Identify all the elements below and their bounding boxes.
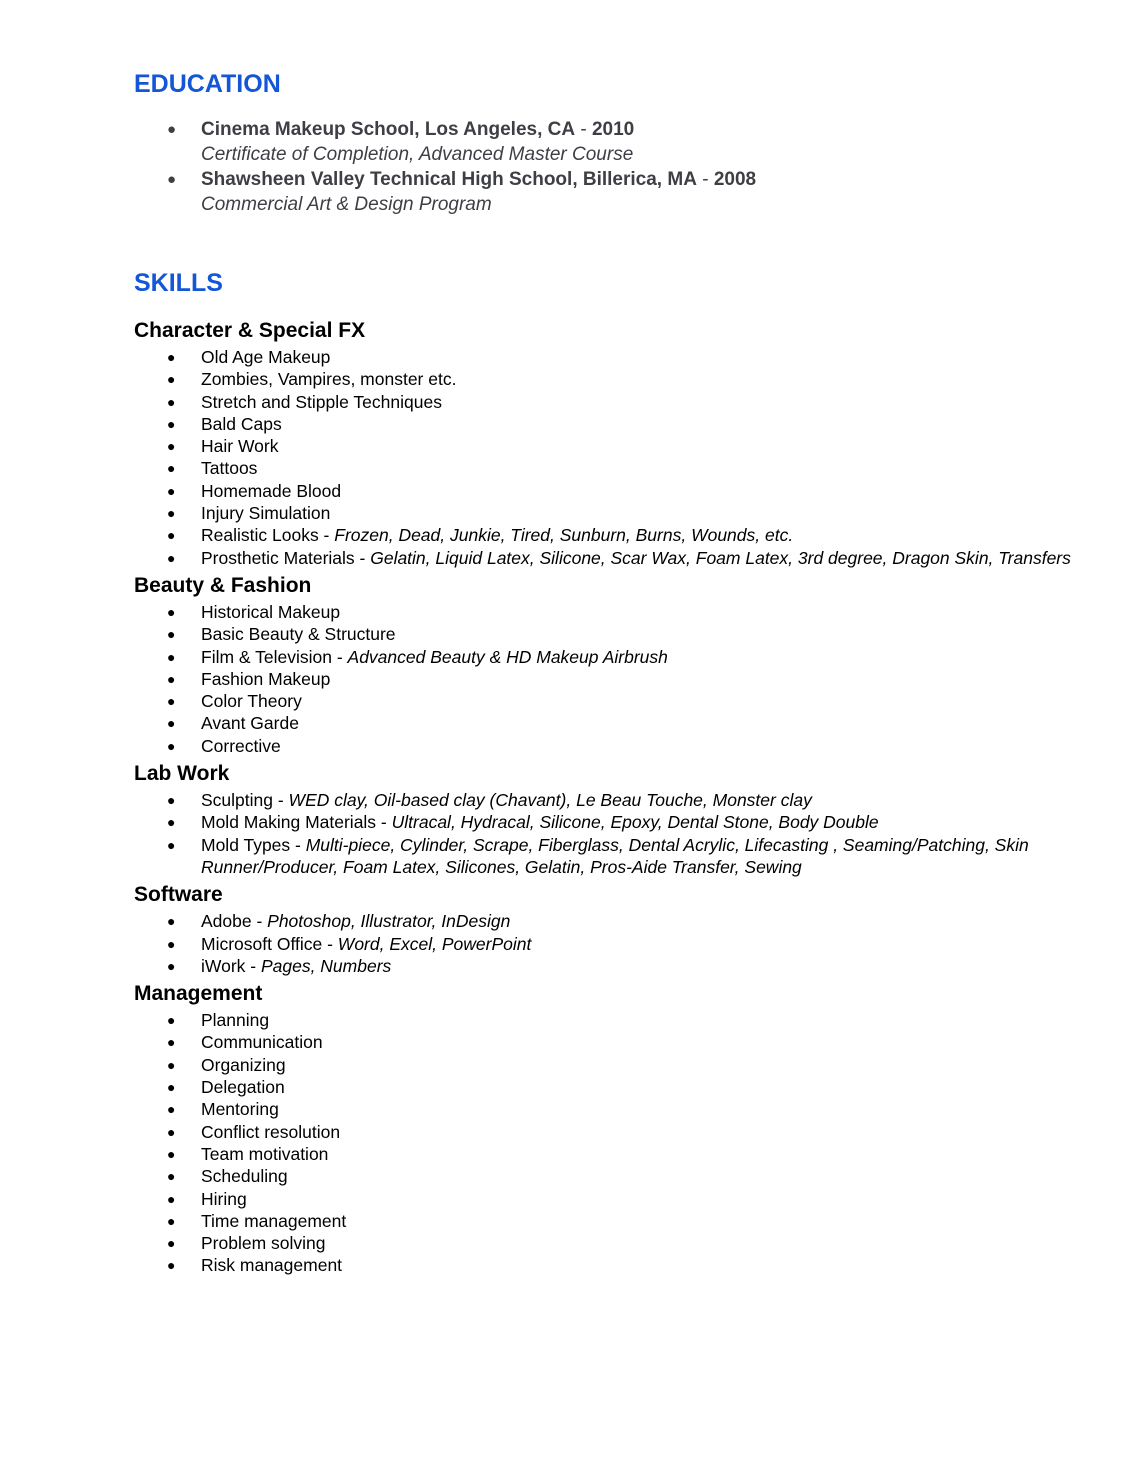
- skill-label: Team motivation: [201, 1143, 329, 1164]
- bullet-icon: ●: [167, 438, 176, 455]
- skill-item: [134, 1254, 1094, 1276]
- skill-item: [134, 502, 1094, 524]
- skill-item: [134, 368, 1094, 390]
- bullet-icon: ●: [167, 460, 176, 477]
- skills-heading: SKILLS: [134, 269, 223, 297]
- bullet-icon: ●: [167, 935, 176, 952]
- skill-label: Planning: [201, 1010, 270, 1031]
- skill-label: Delegation: [201, 1077, 285, 1098]
- skill-label: Adobe -: [201, 911, 268, 932]
- bullet-icon: ●: [167, 171, 177, 188]
- skill-item: [134, 955, 1094, 977]
- bullet-icon: ●: [167, 715, 176, 732]
- skill-item: [134, 690, 1094, 712]
- bullet-icon: ●: [167, 482, 176, 499]
- skill-group-title: Character & Special FX: [134, 319, 366, 342]
- skill-label: Basic Beauty & Structure: [201, 624, 396, 645]
- skill-item: [134, 735, 1094, 757]
- skill-label: Color Theory: [201, 691, 302, 712]
- skill-label: Scheduling: [201, 1166, 288, 1187]
- education-separator: -: [575, 119, 592, 140]
- bullet-icon: ●: [167, 1056, 176, 1073]
- skill-detail: WED clay, Oil-based clay (Chavant), Le Beau Touche, Monster clay: [288, 790, 812, 811]
- skill-label: Zombies, Vampires, monster etc.: [201, 369, 457, 390]
- skill-group: [134, 759, 1094, 878]
- skill-label: Mentoring: [201, 1099, 279, 1120]
- skill-group: [134, 880, 1094, 977]
- skill-label: Time management: [201, 1210, 347, 1231]
- skill-item: [134, 601, 1094, 623]
- skill-label: Risk management: [201, 1255, 343, 1276]
- skill-detail: Advanced Beauty & HD Makeup Airbrush: [347, 646, 668, 667]
- skill-item: [134, 646, 1094, 668]
- skill-item: [134, 1210, 1094, 1232]
- bullet-icon: ●: [167, 792, 176, 809]
- bullet-icon: ●: [167, 737, 176, 754]
- bullet-icon: ●: [167, 913, 176, 930]
- education-detail: Commercial Art & Design Program: [201, 194, 492, 215]
- skill-item: [134, 933, 1094, 955]
- bullet-icon: ●: [167, 121, 177, 138]
- skill-detail: Pages, Numbers: [260, 955, 392, 976]
- skill-item: [134, 480, 1094, 502]
- skill-label: Homemade Blood: [201, 480, 342, 501]
- skill-item: [134, 391, 1094, 413]
- education-school: Cinema Makeup School, Los Angeles, CA: [201, 119, 576, 140]
- bullet-icon: ●: [167, 814, 176, 831]
- skill-item: [134, 910, 1094, 932]
- skill-label: Avant Garde: [201, 713, 299, 734]
- skill-label: Problem solving: [201, 1233, 326, 1254]
- skill-list: [134, 910, 1094, 977]
- skill-item: [134, 1232, 1094, 1254]
- skill-item: [134, 1054, 1094, 1076]
- skill-detail: Ultracal, Hydracal, Silicone, Epoxy, Dental Stone, Body Double: [391, 812, 879, 833]
- skill-item: [134, 712, 1094, 734]
- skill-label: Stretch and Stipple Techniques: [201, 391, 442, 412]
- bullet-icon: ●: [167, 836, 176, 853]
- bullet-icon: ●: [167, 1123, 176, 1140]
- skill-group-title: Lab Work: [134, 762, 230, 786]
- skill-label: Old Age Makeup: [201, 347, 331, 367]
- bullet-icon: ●: [167, 1012, 176, 1029]
- education-heading: EDUCATION: [134, 70, 281, 98]
- skill-group: [134, 316, 1094, 569]
- skill-label: Realistic Looks -: [201, 525, 335, 546]
- bullet-icon: ●: [167, 1145, 176, 1162]
- skill-label: Hiring: [201, 1188, 247, 1209]
- skill-label: Fashion Makeup: [201, 668, 331, 689]
- skill-item: [134, 1076, 1094, 1098]
- skill-label: Conflict resolution: [201, 1121, 341, 1142]
- skill-list: [134, 1009, 1094, 1277]
- bullet-icon: ●: [167, 648, 176, 665]
- education-list: [134, 117, 1084, 217]
- bullet-icon: ●: [167, 670, 176, 687]
- skill-item: [134, 435, 1094, 457]
- skill-label: Prosthetic Materials -: [201, 547, 371, 568]
- bullet-icon: ●: [167, 1101, 176, 1118]
- skill-group-title: Software: [134, 883, 223, 907]
- bullet-icon: ●: [167, 1034, 176, 1051]
- bullet-icon: ●: [167, 349, 176, 365]
- skill-group: [134, 979, 1094, 1277]
- skill-label: Film & Television -: [201, 646, 348, 667]
- bullet-icon: ●: [167, 1079, 176, 1096]
- skill-detail: Gelatin, Liquid Latex, Silicone, Scar Wax, Foam Latex, 3rd degree, Dragon Skin, Transfers: [370, 547, 1071, 568]
- skill-detail: Multi-piece, Cylinder, Scrape, Fiberglass, Dental Acrylic, Lifecasting , Seaming/Patching, Skin Runner/Producer, Foam Latex, Silicones, Gelatin, Pros-Aide Transfer, Sewing: [201, 834, 1029, 877]
- bullet-icon: ●: [167, 693, 176, 710]
- skill-item: [134, 457, 1094, 479]
- skills-groups: [134, 316, 1094, 1279]
- bullet-icon: ●: [167, 393, 176, 410]
- skill-list: [134, 601, 1094, 757]
- skill-group-title: Beauty & Fashion: [134, 573, 312, 597]
- skill-label: Historical Makeup: [201, 601, 341, 622]
- skill-item: [134, 1031, 1094, 1053]
- skill-label: Mold Making Materials -: [201, 812, 392, 833]
- skill-item: [134, 1143, 1094, 1165]
- skill-item: [134, 834, 1094, 879]
- skill-label: Communication: [201, 1032, 323, 1053]
- skill-item: [134, 1009, 1094, 1031]
- skill-list: [134, 789, 1094, 878]
- bullet-icon: ●: [167, 1235, 176, 1252]
- education-item: [134, 167, 1084, 217]
- education-item: [134, 117, 1084, 167]
- bullet-icon: ●: [167, 527, 176, 544]
- skill-item: [134, 623, 1094, 645]
- education-detail: Certificate of Completion, Advanced Master Course: [201, 144, 634, 165]
- skill-detail: Photoshop, Illustrator, InDesign: [267, 911, 511, 932]
- education-year: 2010: [591, 119, 635, 140]
- skill-list: [134, 346, 1094, 569]
- skill-label: Injury Simulation: [201, 503, 331, 524]
- skill-item: [134, 789, 1094, 811]
- bullet-icon: ●: [167, 549, 176, 566]
- skill-item: [134, 1098, 1094, 1120]
- skill-group-title: Management: [134, 982, 263, 1006]
- skill-group: [134, 571, 1094, 757]
- bullet-icon: ●: [167, 1212, 176, 1229]
- bullet-icon: ●: [167, 415, 176, 432]
- bullet-icon: ●: [167, 505, 176, 522]
- skill-label: Microsoft Office -: [201, 933, 338, 954]
- skill-label: Sculpting -: [201, 790, 289, 811]
- skill-detail: Word, Excel, PowerPoint: [337, 933, 532, 954]
- bullet-icon: ●: [167, 371, 176, 388]
- bullet-icon: ●: [167, 626, 176, 643]
- skill-item: [134, 547, 1094, 569]
- skill-label: Mold Types -: [201, 834, 306, 855]
- bullet-icon: ●: [167, 1257, 176, 1274]
- skill-item: [134, 668, 1094, 690]
- education-separator: -: [696, 169, 714, 190]
- skill-label: Hair Work: [201, 436, 279, 457]
- skill-item: [134, 524, 1094, 546]
- skill-label: Bald Caps: [201, 413, 282, 434]
- skill-item: [134, 346, 1094, 368]
- bullet-icon: ●: [167, 1190, 176, 1207]
- skill-label: Organizing: [201, 1054, 286, 1075]
- skill-item: [134, 1121, 1094, 1143]
- bullet-icon: ●: [167, 957, 176, 974]
- bullet-icon: ●: [167, 1168, 176, 1185]
- skill-label: iWork -: [201, 955, 261, 976]
- skill-item: [134, 413, 1094, 435]
- skill-item: [134, 811, 1094, 833]
- skill-item: [134, 1165, 1094, 1187]
- education-school: Shawsheen Valley Technical High School, Billerica, MA: [201, 169, 697, 190]
- skill-label: Corrective: [201, 735, 281, 756]
- skill-item: [134, 1188, 1094, 1210]
- education-year: 2008: [713, 169, 757, 190]
- bullet-icon: ●: [167, 603, 176, 620]
- skill-label: Tattoos: [201, 458, 258, 479]
- skill-detail: Frozen, Dead, Junkie, Tired, Sunburn, Burns, Wounds, etc.: [334, 525, 794, 546]
